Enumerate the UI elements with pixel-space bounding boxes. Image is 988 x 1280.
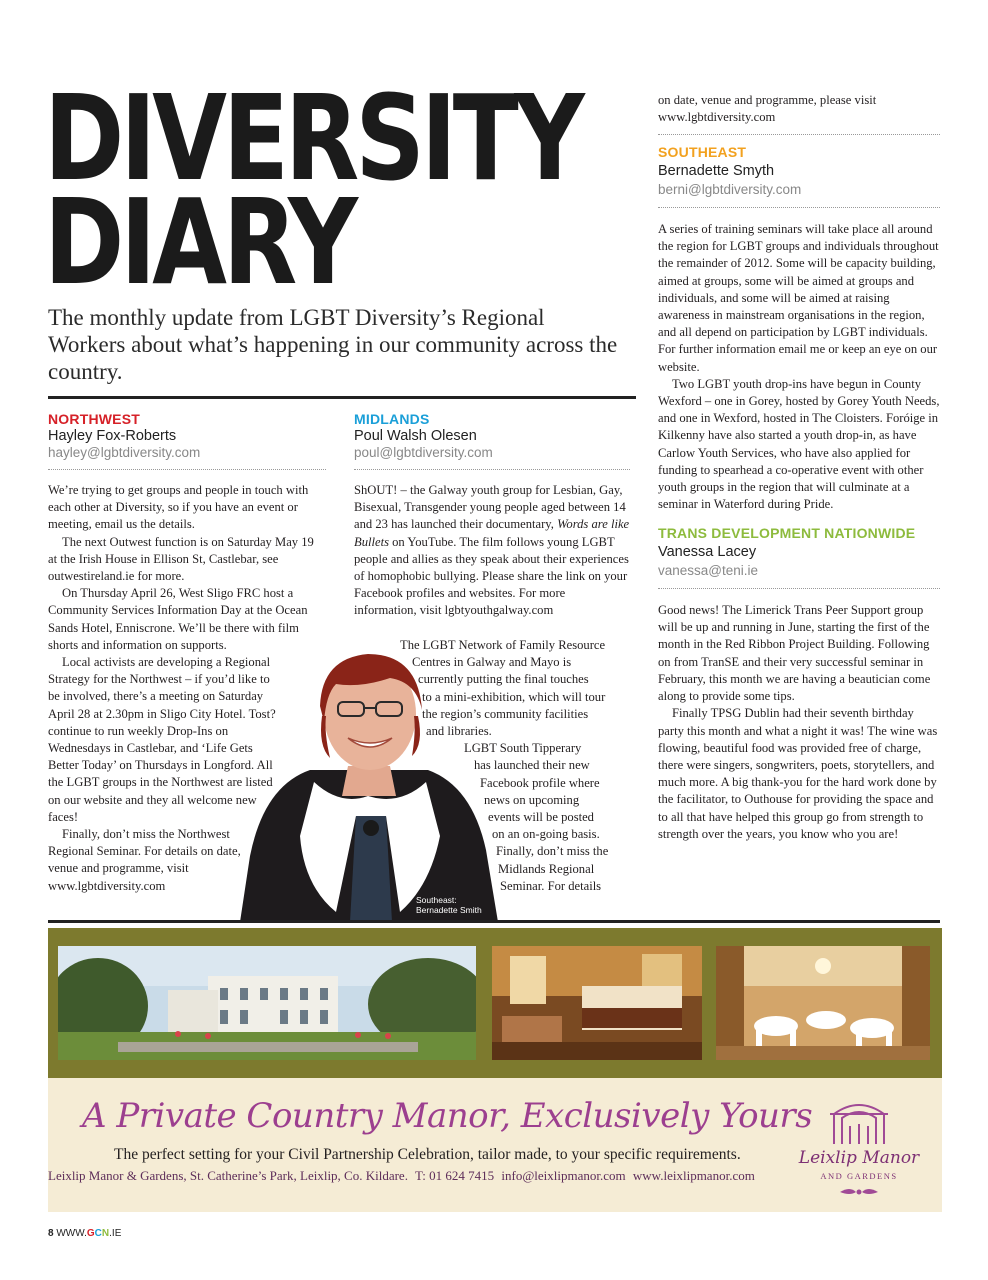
paragraph: Finally TPSG Dublin had their seventh birthday party this month and what a night it was! The wine was flowing, beautiful food was provided free of charge, there were singers, songwriters, poets, storytellers, and much more. A big thank-you for the hard work done by the facilitator, to Outhouse for providing the space and to all that have helped this group go from strength to strength over the years, you know who you are! <box>658 706 938 841</box>
continuation-text: on date, venue and programme, please visit www.lgbtdiversity.com <box>658 93 877 125</box>
text-line: Facebook profile where <box>480 775 600 790</box>
paragraph: We’re trying to get groups and people in touch with each other at Diversity, so if you have an event or meeting, email us the details. <box>48 483 309 532</box>
text-line: the region’s community facilities <box>422 706 589 721</box>
paragraph: The next Outwest function is on Saturday May 19 at the Irish House in Ellison St, Castlebar, see outwestireland.ie for more. <box>48 534 314 584</box>
ad-slogan: A Private Country Manor, Exclusively Yours <box>82 1096 813 1136</box>
text-line: currently putting the final touches <box>418 672 589 687</box>
ad-tagline: The perfect setting for your Civil Partnership Celebration, tailor made, to your specific requirements. <box>114 1146 741 1163</box>
text-line: and libraries. <box>426 724 492 739</box>
southeast-header <box>658 144 940 208</box>
text-line: on an on-going basis. <box>492 827 600 842</box>
photo-caption <box>416 895 482 915</box>
paragraph: Two LGBT youth drop-ins have begun in County Wexford – one in Gorey, hosted by Gorey Youth Needs, and one in Wexford, hosted in The Cloisters. Foróige in Kilkenny have also started a youth drop-in, as have Carlow Youth Services, who have also applied for funding to spearhead a co-operative event with other youth groups in the region that will culminate at a seminar in Waterford during Pride. <box>658 376 940 512</box>
ad-contact-line <box>48 1168 759 1184</box>
logo-subtitle: AND GARDENS <box>820 1171 898 1181</box>
text-line: Midlands Regional <box>498 861 595 876</box>
contact-email-trans[interactable]: vanessa@teni.ie <box>658 562 759 578</box>
header-divider <box>48 396 636 399</box>
ad-email[interactable]: info@leixlipmanor.com <box>501 1168 626 1183</box>
paragraph: On Thursday April 26, West Sligo FRC host a Community Services Information Day at the Ocean Sands Hotel, Enniscrone. We’ll be there with film shorts and information on supports. <box>48 586 308 652</box>
region-label-southeast: SOUTHEAST <box>658 144 747 161</box>
logo-wordmark: Leixlip Manor <box>798 1148 920 1168</box>
text-line: Centres in Galway and Mayo is <box>412 655 572 670</box>
dotted-divider <box>48 469 326 470</box>
intro-text: The monthly update from LGBT Diversity’s Regional Workers about what’s happening in our community across the country. <box>48 305 618 384</box>
paragraph: Local activists are developing a Regional Strategy for the Northwest – if you’d like to be involved, there’s a meeting on Saturday April 28 at 2.30pm in Sligo City Hotel. Tost? continue to run weekly Drop-Ins on Wednesdays in Castlebar, and ‘Life Gets Better Today’ on Thursdays in Longford. All the LGBT groups in the Northwest are listed on our website and they all welcome new faces! <box>48 655 276 824</box>
contact-name-northwest: Hayley Fox-Roberts <box>48 428 177 444</box>
paragraph: A series of training seminars will take place all around the region for LGBT groups and individuals throughout the remainder of 2012. Some will be capacity building, aimed at groups, some will be aimed at groups and individuals, and some will be aimed at raising awareness in mainstream organisations in the region, and all depend on participation by LGBT individuals. For further information email me or keep an eye on our website. <box>658 222 939 374</box>
ad-address: Leixlip Manor & Gardens, St. Catherine’s Park, Leixlip, Co. Kildare. <box>48 1168 408 1183</box>
column-3 <box>658 92 940 843</box>
text-line: news on upcoming <box>484 792 580 807</box>
footer-site-c: C <box>94 1228 102 1239</box>
manor-ballroom-photo <box>716 946 930 1060</box>
page-footer <box>48 1228 121 1239</box>
text-line: Seminar. For details <box>500 878 602 893</box>
title-line-1: DIVERSITY <box>44 69 581 207</box>
text-line: Finally, don’t miss the <box>496 844 609 859</box>
contact-email-midlands[interactable]: poul@lgbtdiversity.com <box>354 445 493 460</box>
footer-site-n: N <box>101 1228 110 1239</box>
ad-photo-frame <box>716 946 930 1060</box>
region-label-trans: TRANS DEVELOPMENT NATIONWIDE <box>658 525 916 542</box>
contact-name-midlands: Poul Walsh Olesen <box>354 428 477 444</box>
contact-email-northwest[interactable]: hayley@lgbtdiversity.com <box>48 445 201 460</box>
trans-header <box>658 525 940 589</box>
page-title <box>44 69 581 311</box>
trans-body <box>658 602 940 843</box>
contact-name-southeast: Bernadette Smyth <box>658 162 775 179</box>
manor-bedroom-photo <box>492 946 702 1060</box>
footer-site-prefix: WWW. <box>56 1228 87 1239</box>
dotted-divider <box>658 588 940 589</box>
northwest-header <box>48 411 326 470</box>
text-run: ShOUT! – the Galway youth group for Lesbian, Gay, Bisexual, Transgender young people aged between 14 and 23 has launched their documentary, <box>354 483 626 532</box>
ad-phone: T: 01 624 7415 <box>414 1168 495 1183</box>
contact-email-southeast[interactable]: berni@lgbtdiversity.com <box>658 181 802 197</box>
film-title: Words are like Bullets <box>354 517 630 549</box>
region-label-midlands: MIDLANDS <box>354 411 430 427</box>
southeast-body <box>658 221 940 513</box>
region-label-northwest: NORTHWEST <box>48 411 141 427</box>
text-run: on YouTube. The film follows young LGBT people and allies as they speak about their experiences of homophobic bullying. Please share the link on your Facebook profiles and websites. For more information, visit lgbtyouthgalway.com <box>354 534 629 618</box>
ad-photo-strip <box>48 928 942 1078</box>
contact-name-trans: Vanessa Lacey <box>658 543 757 560</box>
portrait-photo <box>240 636 498 922</box>
bottom-divider <box>48 920 940 923</box>
midlands-header <box>354 411 630 470</box>
paragraph: Good news! The Limerick Trans Peer Support group will be up and running in June, starting the first of the month in the Red Ribbon Project Building. Following on from TranSE and their very successful seminar in February, this month we are having a beautician come along to provide some tips. <box>658 603 931 704</box>
manor-exterior-photo <box>58 946 476 1060</box>
footer-site-suffix: .IE <box>109 1228 122 1239</box>
dotted-divider <box>658 134 940 135</box>
footer-site-g: G <box>86 1228 95 1239</box>
text-line: The LGBT Network of Family Resource <box>400 638 606 652</box>
paragraph: Finally, don’t miss the Northwest Regional Seminar. For details on date, venue and programme, visit www.lgbtdiversity.com <box>48 827 241 893</box>
caption-line: Southeast: <box>416 895 457 905</box>
text-line: to a mini-exhibition, which will tour <box>422 689 606 704</box>
ad-photo-frame <box>58 946 476 1060</box>
text-line: has launched their new <box>474 758 590 773</box>
text-line: LGBT South Tipperary <box>464 741 582 756</box>
midlands-body <box>354 482 630 620</box>
dotted-divider <box>354 469 630 470</box>
caption-line: Bernadette Smith <box>416 905 482 915</box>
ad-website[interactable]: www.leixlipmanor.com <box>632 1168 755 1183</box>
paragraph <box>354 482 630 620</box>
text-line: events will be posted <box>488 810 594 825</box>
dotted-divider <box>658 207 940 208</box>
ad-photo-frame <box>492 946 702 1060</box>
page-number: 8 <box>48 1228 54 1239</box>
title-line-2: DIARY <box>44 173 354 311</box>
